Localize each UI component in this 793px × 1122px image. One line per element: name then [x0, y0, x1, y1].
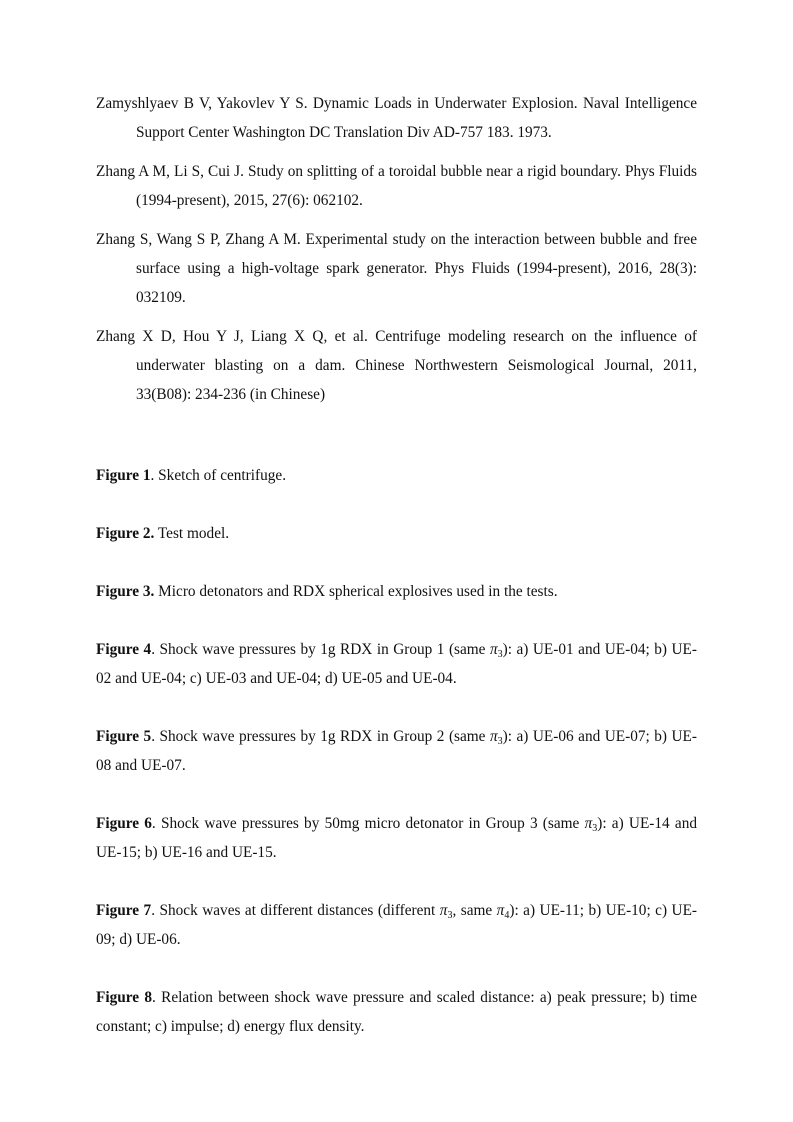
caption-text: , same — [452, 902, 497, 919]
figure-caption-list — [96, 461, 697, 1041]
figure-label: Figure 2. — [96, 525, 155, 542]
figure-label: Figure 8 — [96, 989, 152, 1006]
pi-symbol: π — [584, 815, 593, 832]
subscript: 3 — [592, 823, 598, 834]
figure-caption-5 — [96, 722, 697, 780]
caption-text: . Shock wave pressures by 1g RDX in Group 2 (same — [151, 728, 490, 745]
caption-text: Test model. — [154, 525, 230, 542]
caption-text: Micro detonators and RDX spherical explosives used in the tests. — [154, 583, 558, 600]
figure-label: Figure 1 — [96, 467, 151, 484]
figure-label: Figure 6 — [96, 815, 152, 832]
caption-text: . Sketch of centrifuge. — [150, 467, 287, 484]
caption-text: ): a) UE-14 and UE-15; b) UE-16 and UE-15. — [96, 815, 697, 861]
figure-caption-4 — [96, 635, 697, 693]
caption-text: . Shock wave pressures by 1g RDX in Group 1 (same — [151, 641, 490, 658]
reference-item: Zhang A M, Li S, Cui J. Study on splitting of a toroidal bubble near a rigid boundary. Phys Fluids (1994-present), 2015, 27(6): 062102. — [96, 163, 697, 209]
subscript: 3 — [497, 649, 503, 660]
pi-symbol: π — [489, 728, 498, 745]
figure-caption-7 — [96, 896, 697, 954]
figure-caption-6 — [96, 809, 697, 867]
figure-label: Figure 5 — [96, 728, 152, 745]
subscript: 3 — [447, 910, 453, 921]
reference-item: Zamyshlyaev B V, Yakovlev Y S. Dynamic Loads in Underwater Explosion. Naval Intelligence Support Center Washington DC Translation Div AD-757 183. 1973. — [96, 95, 697, 141]
caption-text: ): a) UE-11; b) UE-10; c) UE-09; d) UE-06. — [96, 902, 698, 948]
reference-list — [96, 89, 697, 409]
caption-text: ): a) UE-01 and UE-04; b) UE-02 and UE-04; c) UE-03 and UE-04; d) UE-05 and UE-04. — [96, 641, 697, 687]
reference-item: Zhang X D, Hou Y J, Liang X Q, et al. Centrifuge modeling research on the influence of underwater blasting on a dam. Chinese Northwestern Seismological Journal, 2011, 33(B08): 234-236 (in Chinese) — [96, 328, 697, 403]
caption-text: . Shock wave pressures by 50mg micro detonator in Group 3 (same — [151, 815, 585, 832]
caption-text: ): a) UE-06 and UE-07; b) UE-08 and UE-07. — [96, 728, 697, 774]
figure-caption-1 — [96, 461, 697, 490]
page-content — [96, 89, 697, 1070]
figure-caption-8 — [96, 983, 697, 1041]
subscript: 4 — [504, 910, 510, 921]
figure-label: Figure 4 — [96, 641, 152, 658]
figure-label: Figure 3. — [96, 583, 155, 600]
pi-symbol: π — [496, 902, 505, 919]
figure-label: Figure 7 — [96, 902, 152, 919]
caption-text: . Relation between shock wave pressure and scaled distance: a) peak pressure; b) time constant; c) impulse; d) energy flux density. — [96, 989, 697, 1035]
figure-caption-2 — [96, 519, 697, 548]
figure-caption-3 — [96, 577, 697, 606]
caption-text: . Shock waves at different distances (different — [151, 902, 440, 919]
subscript: 3 — [497, 736, 503, 747]
pi-symbol: π — [439, 902, 448, 919]
reference-item: Zhang S, Wang S P, Zhang A M. Experimental study on the interaction between bubble and free surface using a high-voltage spark generator. Phys Fluids (1994-present), 2016, 28(3): 032109. — [96, 231, 697, 306]
pi-symbol: π — [489, 641, 498, 658]
